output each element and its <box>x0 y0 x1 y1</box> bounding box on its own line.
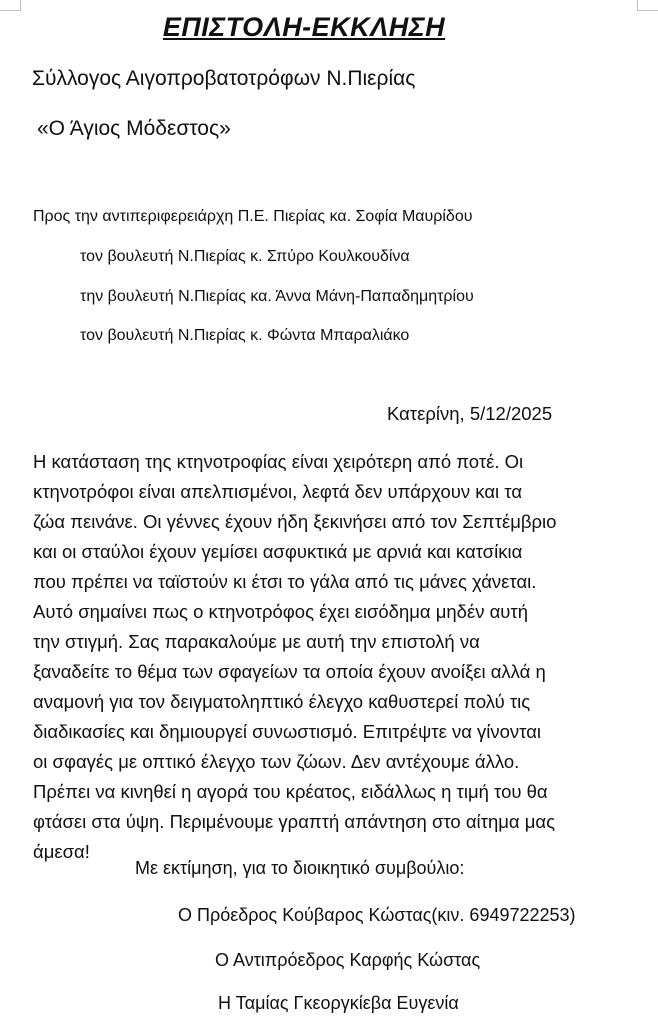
body-line: διαδικασίες και δημιουργεί συνωστισμό. Επιτρέψτε να γίνονται <box>33 721 542 742</box>
place-date: Κατερίνη, 5/12/2025 <box>387 403 553 424</box>
body-line: φτάσει στα ύψη. Περιμένουμε γραπτή απάντηση στο αίτημα μας <box>33 811 556 832</box>
organization-title: «Ο Άγιος Μόδεστος» <box>37 117 231 140</box>
body-line: Η κατάσταση της κτηνοτροφίας είναι χειρότερη από ποτέ. Οι <box>33 451 524 472</box>
organization-name: Σύλλογος Αιγοπροβατοτρόφων Ν.Πιερίας <box>32 67 416 90</box>
page-corner-mark-left <box>0 0 21 11</box>
body-line: κτηνοτρόφοι είναι απελπισμένοι, λεφτά δεν υπάρχουν και τα <box>33 481 523 502</box>
recipient-line: την βουλευτή Ν.Πιερίας κα. Άννα Μάνη-Παπαδημητρίου <box>80 288 474 305</box>
body-line: και οι σταύλοι έχουν γεμίσει ασφυκτικά με αρνιά και κατσίκια <box>33 541 523 562</box>
signatory-vice-president: Ο Αντιπρόεδρος Καρφής Κώστας <box>215 950 481 970</box>
recipient-line: τον βουλευτή Ν.Πιερίας κ. Φώντα Μπαραλιάκο <box>80 327 410 344</box>
page-corner-mark-right <box>637 0 658 11</box>
body-line: Αυτό σημαίνει πως ο κτηνοτρόφος έχει εισόδημα μηδέν αυτή <box>33 601 529 622</box>
recipient-line: τον βουλευτή Ν.Πιερίας κ. Σπύρο Κουλκουδίνα <box>80 248 410 265</box>
body-line: που πρέπει να ταϊστούν κι έτσι το γάλα από τις μάνες χάνεται. <box>33 571 537 592</box>
body-line: άμεσα! <box>33 841 90 862</box>
body-line: αναμονή για τον δειγματοληπτικό έλεγχο καθυστερεί πολύ τις <box>33 691 531 712</box>
body-line: ζώα πεινάνε. Οι γέννες έχουν ήδη ξεκινήσει από τον Σεπτέμβριο <box>33 511 557 532</box>
document-title: ΕΠΙΣΤΟΛΗ-ΕΚΚΛΗΣΗ <box>162 12 446 42</box>
letter-body <box>33 447 623 867</box>
body-line: οι σφαγές με οπτικό έλεγχο των ζώων. Δεν αντέχουμε άλλο. <box>33 751 520 772</box>
closing-line: Με εκτίμηση, για το διοικητικό συμβούλιο: <box>135 858 465 878</box>
signatory-president: Ο Πρόεδρος Κούβαρος Κώστας(κιν. 6949722253) <box>178 905 576 925</box>
body-line: Πρέπει να κινηθεί η αγορά του κρέατος, ειδάλλως η τιμή του θα <box>33 781 548 802</box>
signatory-treasurer: Η Ταμίας Γκεοργκίεβα Ευγενία <box>218 993 459 1013</box>
recipient-line: Προς την αντιπεριφερειάρχη Π.Ε. Πιερίας κα. Σοφία Μαυρίδου <box>33 208 473 225</box>
body-line: ξαναδείτε το θέμα των σφαγείων τα οποία έχουν ανοίξει αλλά η <box>33 661 546 682</box>
body-line: την στιγμή. Σας παρακαλούμε με αυτή την επιστολή να <box>33 631 480 652</box>
